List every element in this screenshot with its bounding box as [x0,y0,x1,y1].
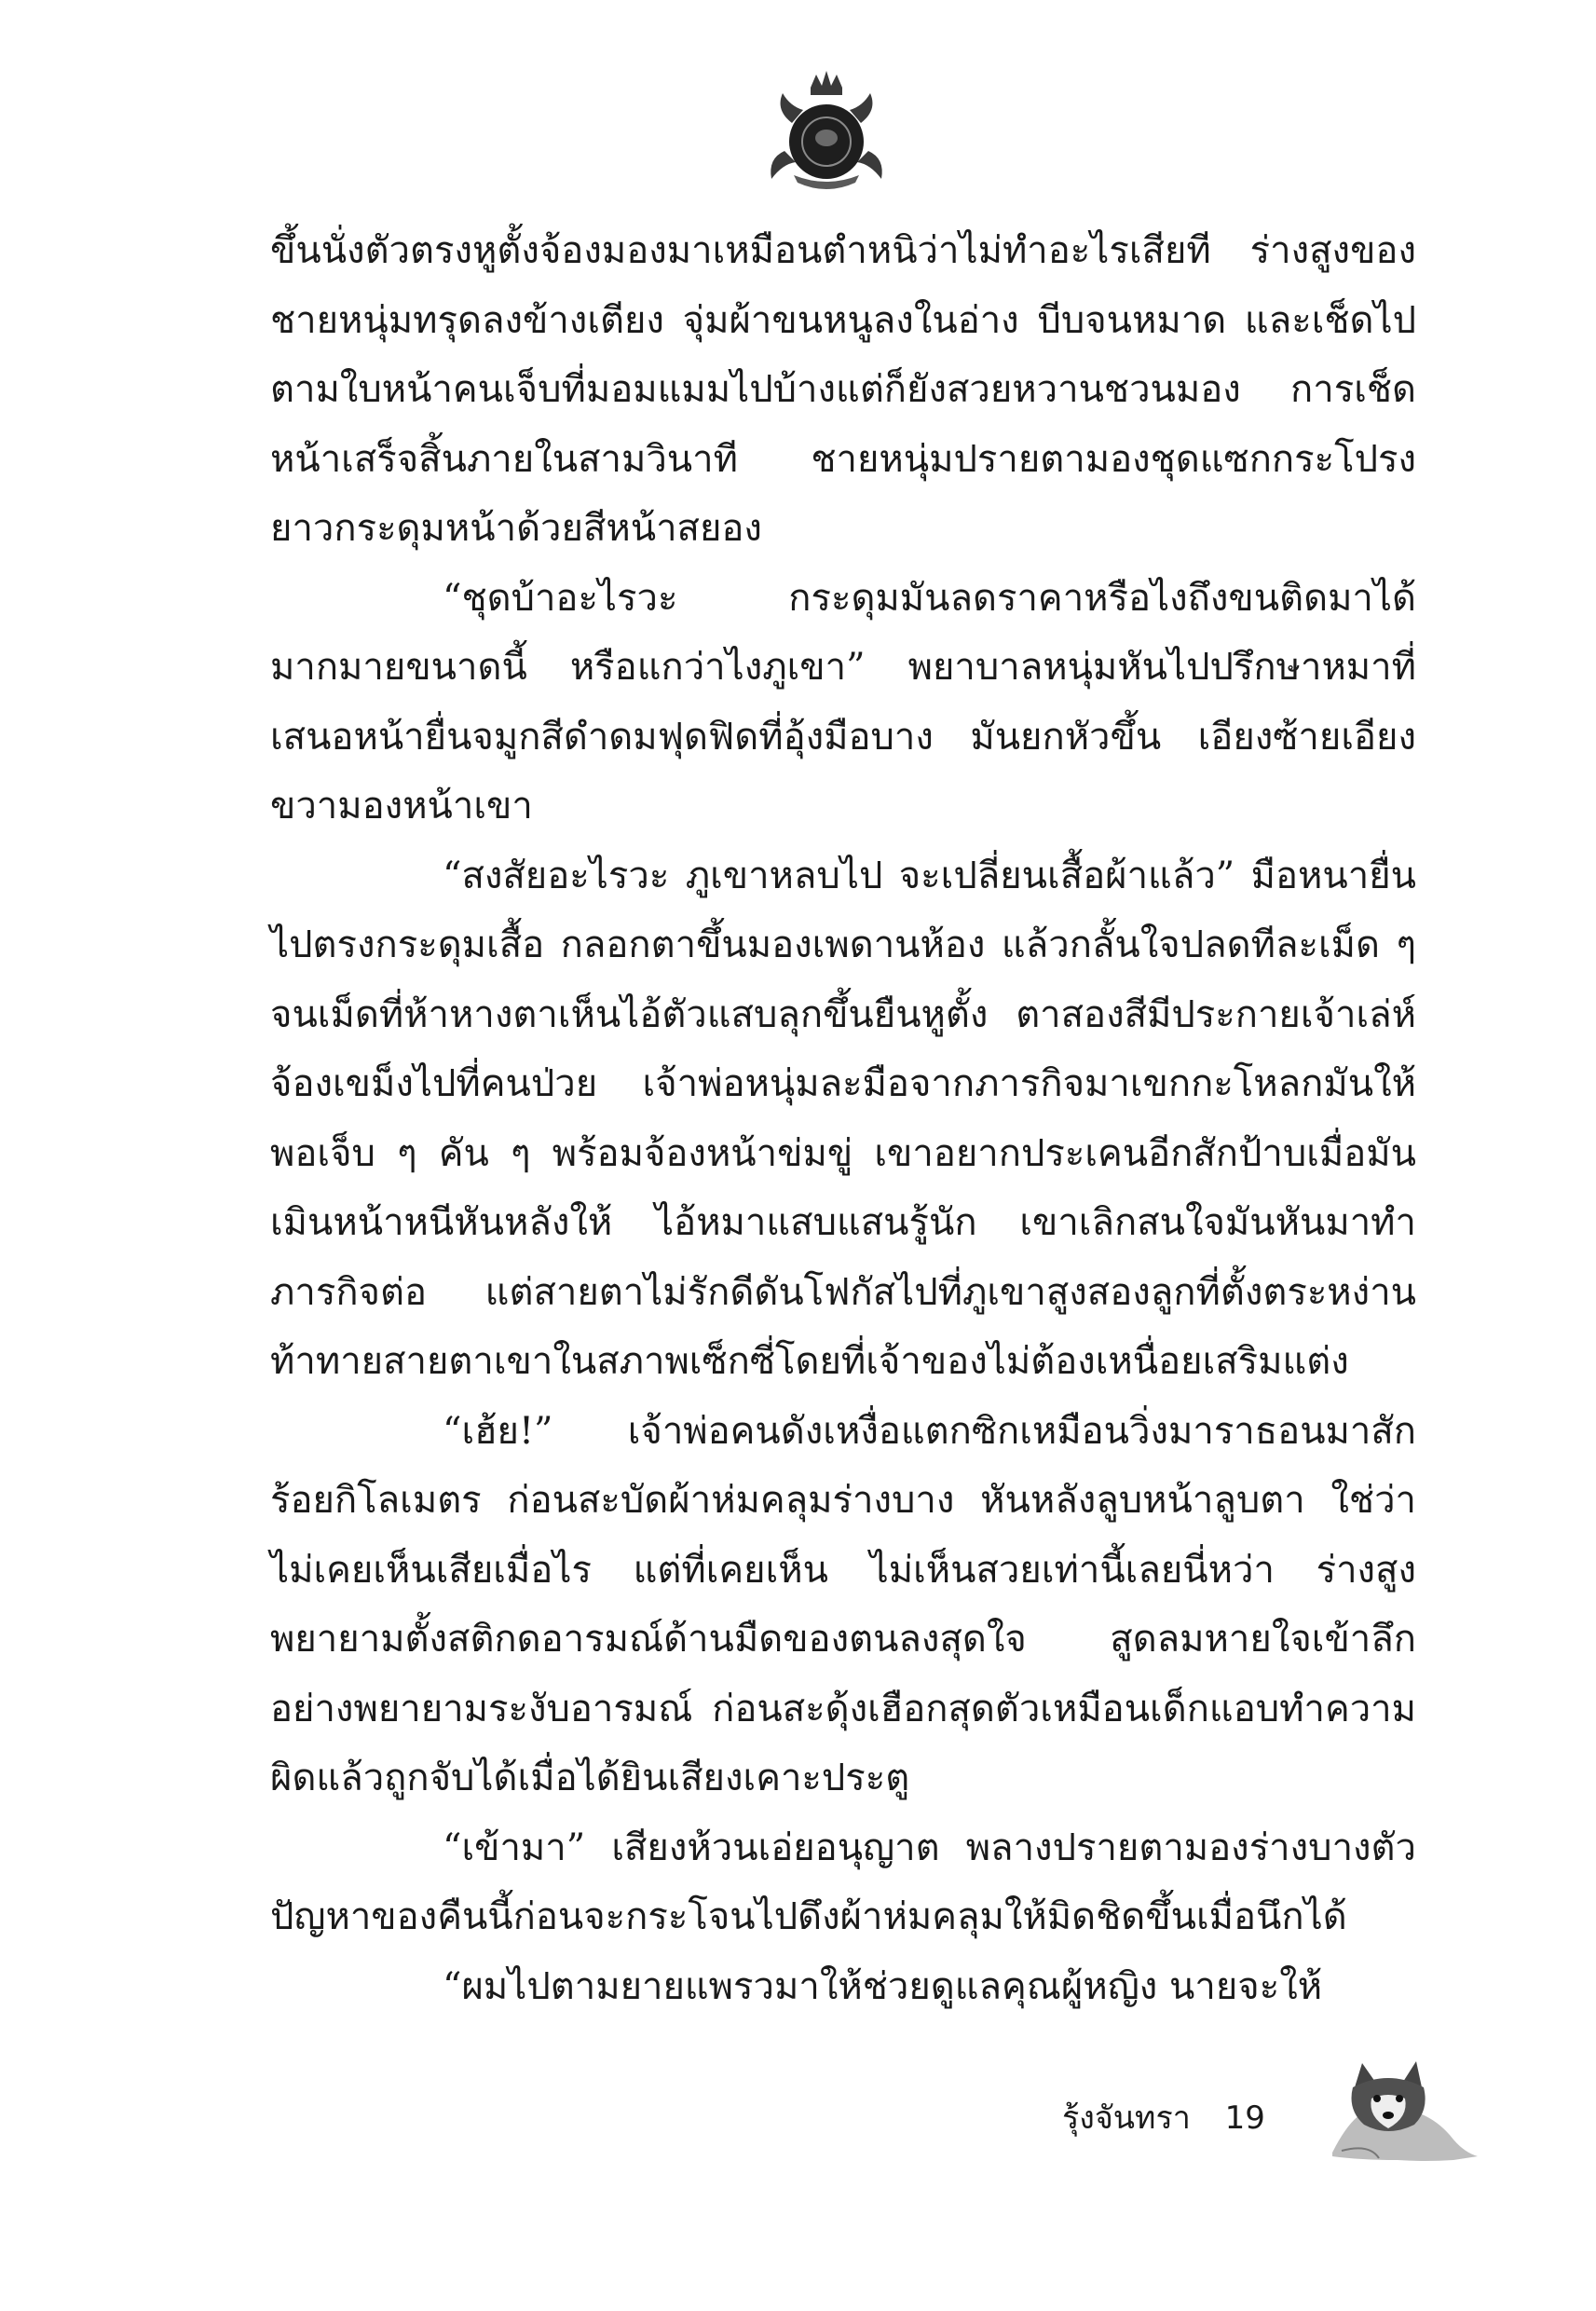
paragraph: “สงสัยอะไรวะ ภูเขาหลบไป จะเปลี่ยนเสื้อผ้าแล้ว” มือหนายื่นไปตรงกระดุมเสื้อ กลอกตาขึ้นมองเพดานห้อง แล้วกลั้นใจปลดทีละเม็ด ๆ จนเม็ดที่ห้าหางตาเห็นไอ้ตัวแสบลุกขึ้นยืนหูตั้ง ตาสองสีมีประกายเจ้าเล่ห์จ้องเขม็งไปที่คนป่วย เจ้าพ่อหนุ่มละมือจากภารกิจมาเขกกะโหลกมันให้พอเจ็บ ๆ คัน ๆ พร้อมจ้องหน้าข่มขู่ เขาอยากประเคนอีกสักป้าบเมื่อมันเมินหน้าหนีหันหลังให้ ไอ้หมาแสบแสนรู้นัก เขาเลิกสนใจมันหันมาทำภารกิจต่อ แต่สายตาไม่รักดีดันโฟกัสไปที่ภูเขาสูงสองลูกที่ตั้งตระหง่านท้าทายสายตาเขาในสภาพเซ็กซี่โดยที่เจ้าของไม่ต้องเหนื่อยเสริมแต่ง [270,854,1416,1383]
book-title: รุ้งจันทรา [1062,2099,1191,2137]
paragraph: “ผมไปตามยายแพรวมาให้ช่วยดูแลคุณผู้หญิง นายจะให้ [443,1964,1323,2008]
paragraph: ขึ้นนั่งตัวตรงหูตั้งจ้องมองมาเหมือนตำหนิว่าไม่ทำอะไรเสียที ร่างสูงของชายหนุ่มทรุดลงข้างเตียง จุ่มผ้าขนหนูลงในอ่าง บีบจนหมาด และเช็ดไปตามใบหน้าคนเจ็บที่มอมแมมไปบ้างแต่ก็ยังสวยหวานชวนมอง การเช็ดหน้าเสร็จสิ้นภายในสามวินาที ชายหนุ่มปรายตามองชุดแซกกระโปรงยาวกระดุมหน้าด้วยสีหน้าสยอง [270,229,1416,550]
paragraph: “ชุดบ้าอะไรวะ กระดุมมันลดราคาหรือไงถึงขนติดมาได้มากมายขนาดนี้ หรือแกว่าไงภูเขา” พยาบาลหนุ่มหันไปปรึกษาหมาที่เสนอหน้ายื่นจมูกสีดำดมฟุดฟิดที่อุ้งมือบาง มันยกหัวขึ้น เอียงซ้ายเอียงขวามองหน้าเขา [270,576,1416,827]
page-number: 19 [1224,2099,1265,2137]
crown-emblem-icon [757,65,896,205]
paragraph: “เฮ้ย!” เจ้าพ่อคนดังเหงื่อแตกซิกเหมือนวิ่งมาราธอนมาสักร้อยกิโลเมตร ก่อนสะบัดผ้าห่มคลุมร่างบาง หันหลังลูบหน้าลูบตา ใช่ว่าไม่เคยเห็นเสียเมื่อไร แต่ที่เคยเห็น ไม่เห็นสวยเท่านี้เลยนี่หว่า ร่างสูงพยายามตั้งสติกดอารมณ์ด้านมืดของตนลงสุดใจ สูดลมหายใจเข้าลึกอย่างพยายามระงับอารมณ์ ก่อนสะดุ้งเฮือกสุดตัวเหมือนเด็กแอบทำความผิดแล้วถูกจับได้เมื่อได้ยินเสียงเคาะประตู [270,1409,1416,1799]
paragraph: “เข้ามา” เสียงห้วนเอ่ยอนุญาต พลางปรายตามองร่างบางตัวปัญหาของคืนนี้ก่อนจะกระโจนไปดึงผ้าห่มคลุมให้มิดชิดขึ้นเมื่อนึกได้ [270,1826,1416,1938]
husky-dog-icon [1314,2050,1481,2171]
page-footer [1062,2095,1265,2141]
body-text [270,216,1416,2021]
